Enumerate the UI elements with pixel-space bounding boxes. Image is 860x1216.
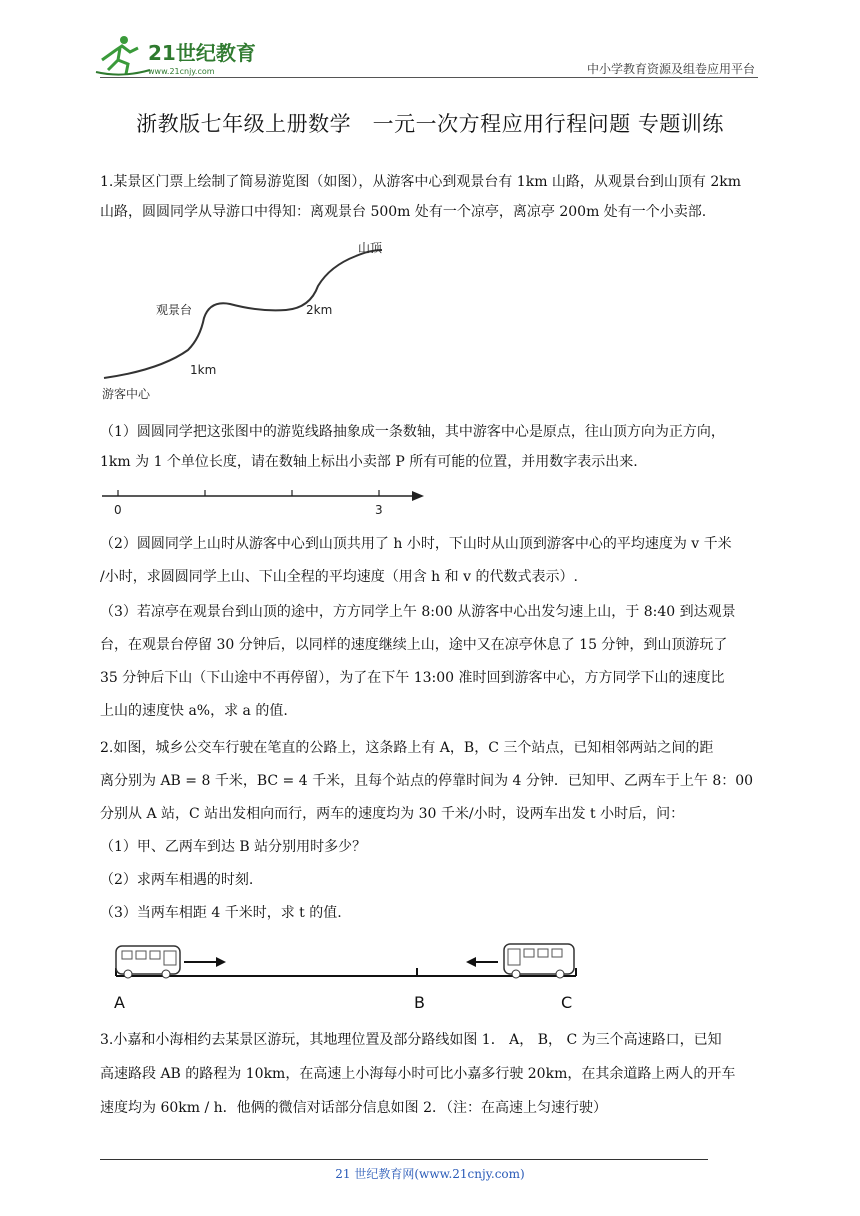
q1-part1-line-1: （1）圆圆同学把这张图中的游览线路抽象成一条数轴，其中游客中心是原点，往山顶方向为正方向， [100,424,725,440]
q3-stem-line-2: 高速路段 AB 的路程为 10km，在高速上小海每小时可比小嘉多行驶 20km，在其余道路上两人的开车 [100,1066,736,1082]
q2-stem-line-3: 分别从 A 站，C 站出发相向而行，两车的速度均为 30 千米/小时，设两车出发 t 小时后，问： [100,806,685,822]
number-axis [100,484,430,520]
viewpoint-label: 观景台 [156,303,193,317]
axis-label-0: 0 [114,503,122,517]
q2-stem-line-1: 2.如图，城乡公交车行驶在笔直的公路上，这条路上有 A，B，C 三个站点，已知相邻两站之间的距 [100,740,714,756]
station-b-label: B [414,993,425,1012]
q1-part3-line-4: 上山的速度快 a%，求 a 的值. [100,703,288,719]
axis-arrow-icon [412,491,424,501]
runner-logo-icon [96,36,150,75]
q2-stem-line-2: 离分别为 AB = 8 千米，BC = 4 千米，且每个站点的停靠时间为 4 分钟．已知甲、乙两车于上午 8：00 [100,773,754,789]
header-divider [100,77,758,78]
q1-stem-line-1: 1.某景区门票上绘制了简易游览图（如图），从游客中心到观景台有 1km 山路，从观景台到山顶有 2km [100,174,742,190]
station-c-label: C [561,993,573,1012]
q1-part1-line-2: 1km 为 1 个单位长度，请在数轴上标出小卖部 P 所有可能的位置，并用数字表示出来. [100,454,638,470]
site-logo [92,30,262,80]
logo-text: 21世纪教育 [148,41,256,65]
bus-left-icon [116,946,180,978]
distance-1km-label: 1km [190,363,217,377]
axis-label-3: 3 [375,503,383,517]
summit-label: 山顶 [358,241,383,255]
arrowhead-right-icon [216,957,226,967]
visitor-center-label: 游客中心 [102,387,151,401]
bus-route-diagram [100,940,590,1016]
q1-part2-line-1: （2）圆圆同学上山时从游客中心到山顶共用了 h 小时，下山时从山顶到游客中心的平均速度为 v 千米 [100,536,732,552]
platform-name: 中小学教育资源及组卷应用平台 [586,62,755,76]
q1-part2-line-2: /小时，求圆圆同学上山、下山全程的平均速度（用含 h 和 v 的代数式表示）. [100,569,578,585]
q2-part2: （2）求两车相遇的时刻. [100,872,254,888]
distance-2km-label: 2km [306,303,333,317]
scenic-route-map [100,238,400,408]
bus-right-icon [504,944,574,978]
footer-divider [100,1159,708,1160]
q3-stem-line-1: 3.小嘉和小海相约去某景区游玩，其地理位置及部分路线如图 1． A， B， C 为三个高速路口，已知 [100,1032,722,1048]
route-path [104,250,382,378]
q2-part3: （3）当两车相距 4 千米时，求 t 的值. [100,905,342,921]
arrowhead-left-icon [466,957,476,967]
logo-url: www.21cnjy.com [148,67,215,76]
q1-part3-line-1: （3）若凉亭在观景台到山顶的途中，方方同学上午 8:00 从游客中心出发匀速上山，于 8:40 到达观景 [100,604,736,620]
station-a-label: A [114,993,125,1012]
q1-part3-line-2: 台，在观景台停留 30 分钟后，以同样的速度继续上山，途中又在凉亭休息了 15 分钟，到山顶游玩了 [100,637,728,653]
q3-stem-line-3: 速度均为 60km / h．他俩的微信对话部分信息如图 2．（注：在高速上匀速行驶） [100,1100,608,1116]
q1-part3-line-3: 35 分钟后下山（下山途中不再停留），为了在下午 13:00 准时回到游客中心，方方同学下山的速度比 [100,670,725,686]
footer-text[interactable]: 21 世纪教育网(www.21cnjy.com) [335,1167,525,1181]
q2-part1: （1）甲、乙两车到达 B 站分别用时多少？ [100,839,367,855]
page-title: 浙教版七年级上册数学 一元一次方程应用行程问题 专题训练 [136,112,724,136]
q1-stem-line-2: 山路，圆圆同学从导游口中得知：离观景台 500m 处有一个凉亭，离凉亭 200m 处有一个小卖部. [100,204,707,220]
